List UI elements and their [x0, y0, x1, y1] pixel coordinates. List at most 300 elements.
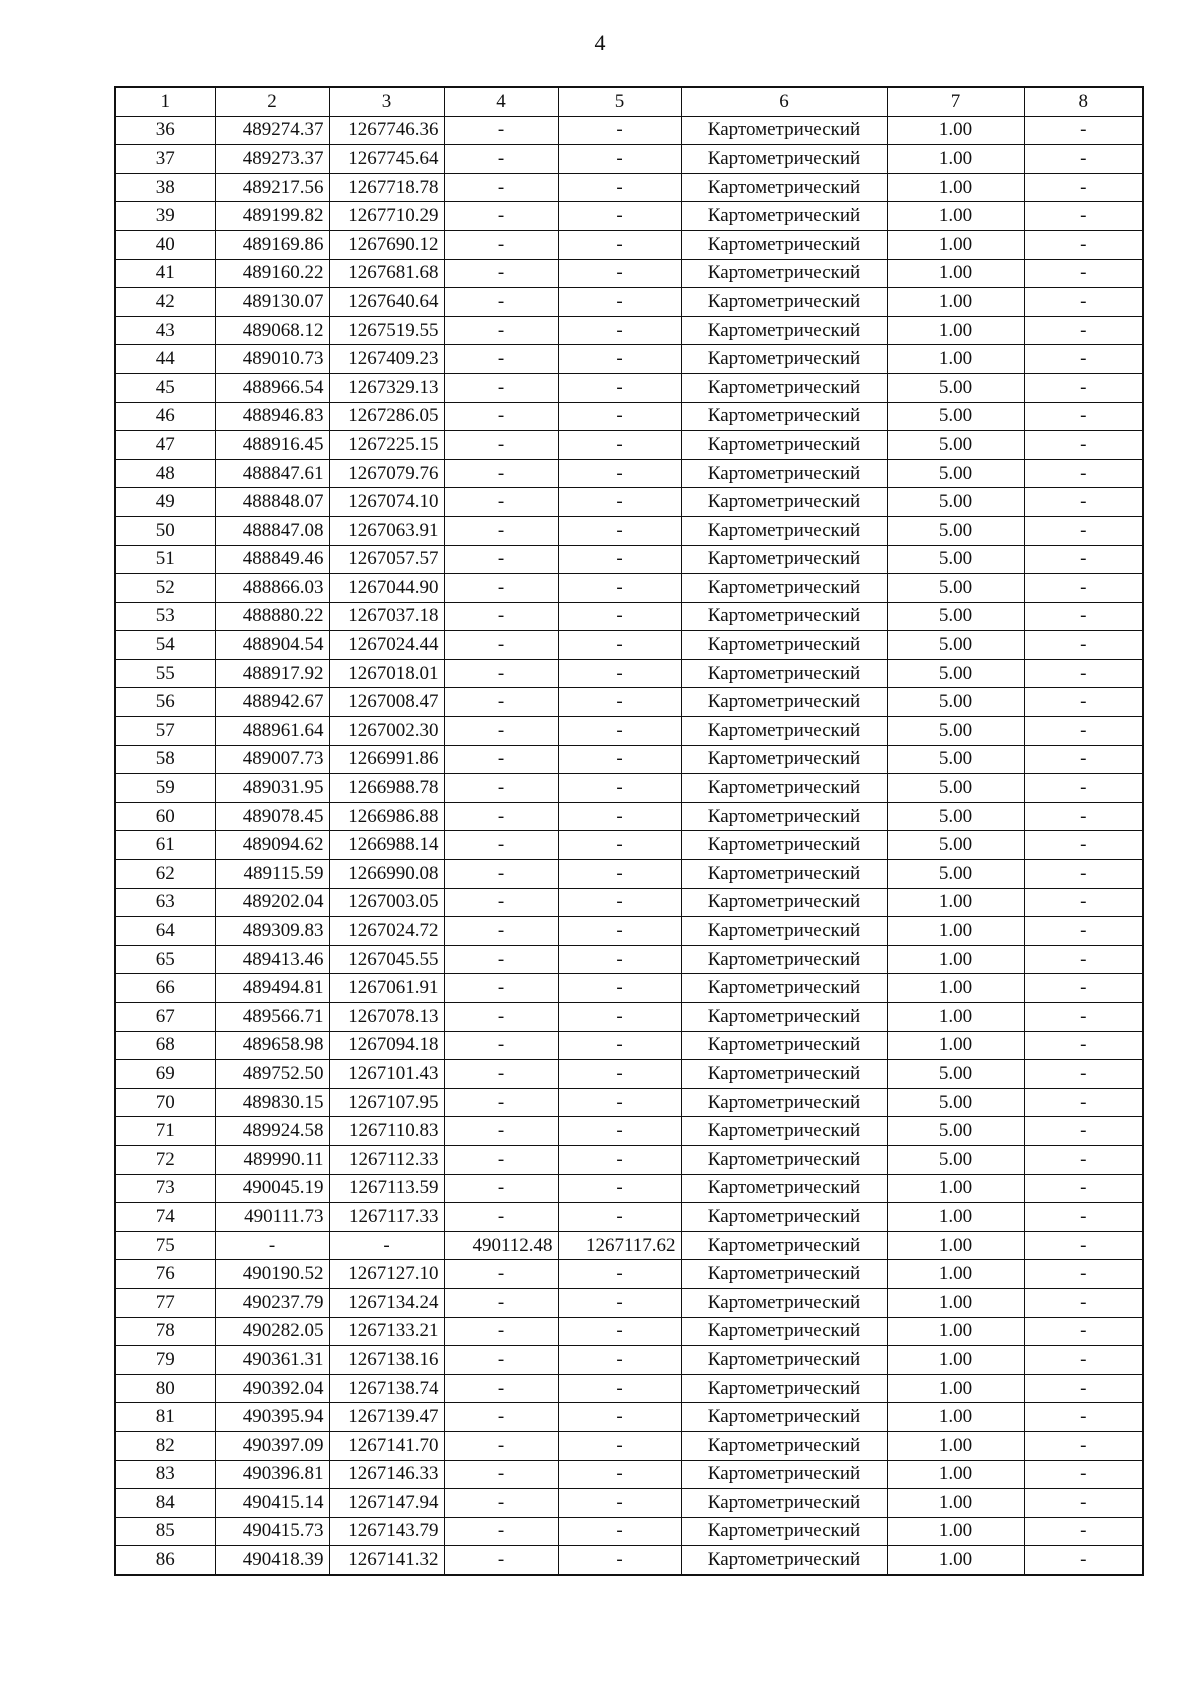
x-coordinate-cell: 490415.14 [215, 1489, 329, 1518]
point-number-cell: 84 [115, 1489, 215, 1518]
new-y-coordinate-cell: - [558, 1317, 681, 1346]
new-y-coordinate-cell: - [558, 974, 681, 1003]
x-coordinate-cell: 488880.22 [215, 602, 329, 631]
accuracy-cell: 5.00 [887, 860, 1024, 889]
new-x-coordinate-cell: - [444, 1117, 558, 1146]
accuracy-cell: 5.00 [887, 831, 1024, 860]
table-row [115, 173, 1143, 202]
note-cell: - [1024, 202, 1143, 231]
new-y-coordinate-cell: - [558, 459, 681, 488]
new-x-coordinate-cell: - [444, 574, 558, 603]
new-x-coordinate-cell: - [444, 488, 558, 517]
method-cell: Картометрический [681, 1145, 887, 1174]
table-row [115, 831, 1143, 860]
table-row [115, 545, 1143, 574]
new-x-coordinate-cell: - [444, 173, 558, 202]
point-number-cell: 53 [115, 602, 215, 631]
y-coordinate-cell: 1266988.78 [329, 774, 444, 803]
y-coordinate-cell: 1267074.10 [329, 488, 444, 517]
y-coordinate-cell: 1267139.47 [329, 1403, 444, 1432]
new-y-coordinate-cell: - [558, 373, 681, 402]
new-x-coordinate-cell: - [444, 459, 558, 488]
table-row [115, 1546, 1143, 1575]
x-coordinate-cell: 489990.11 [215, 1145, 329, 1174]
method-cell: Картометрический [681, 1031, 887, 1060]
table-row [115, 1489, 1143, 1518]
point-number-cell: 63 [115, 888, 215, 917]
point-number-cell: 56 [115, 688, 215, 717]
new-x-coordinate-cell: - [444, 917, 558, 946]
new-y-coordinate-cell: - [558, 202, 681, 231]
accuracy-cell: 5.00 [887, 1145, 1024, 1174]
new-y-coordinate-cell: - [558, 688, 681, 717]
point-number-cell: 52 [115, 574, 215, 603]
method-cell: Картометрический [681, 1260, 887, 1289]
new-x-coordinate-cell: - [444, 745, 558, 774]
note-cell: - [1024, 1088, 1143, 1117]
new-x-coordinate-cell: - [444, 402, 558, 431]
x-coordinate-cell: 490396.81 [215, 1460, 329, 1489]
accuracy-cell: 5.00 [887, 516, 1024, 545]
accuracy-cell: 5.00 [887, 431, 1024, 460]
y-coordinate-cell: 1266988.14 [329, 831, 444, 860]
table-row [115, 945, 1143, 974]
new-x-coordinate-cell: - [444, 545, 558, 574]
point-number-cell: 36 [115, 116, 215, 145]
table-row [115, 1260, 1143, 1289]
new-y-coordinate-cell: - [558, 145, 681, 174]
accuracy-cell: 1.00 [887, 1317, 1024, 1346]
accuracy-cell: 1.00 [887, 345, 1024, 374]
x-coordinate-cell: 488904.54 [215, 631, 329, 660]
method-cell: Картометрический [681, 516, 887, 545]
table-row [115, 1003, 1143, 1032]
y-coordinate-cell: 1267681.68 [329, 259, 444, 288]
accuracy-cell: 1.00 [887, 917, 1024, 946]
point-number-cell: 49 [115, 488, 215, 517]
new-x-coordinate-cell: - [444, 1174, 558, 1203]
note-cell: - [1024, 917, 1143, 946]
point-number-cell: 54 [115, 631, 215, 660]
point-number-cell: 82 [115, 1431, 215, 1460]
accuracy-cell: 1.00 [887, 1546, 1024, 1575]
method-cell: Картометрический [681, 488, 887, 517]
new-y-coordinate-cell: - [558, 774, 681, 803]
method-cell: Картометрический [681, 831, 887, 860]
x-coordinate-cell: 489115.59 [215, 860, 329, 889]
new-y-coordinate-cell: - [558, 1403, 681, 1432]
method-cell: Картометрический [681, 230, 887, 259]
y-coordinate-cell: 1267133.21 [329, 1317, 444, 1346]
note-cell: - [1024, 1431, 1143, 1460]
y-coordinate-cell: 1267117.33 [329, 1203, 444, 1232]
new-x-coordinate-cell: - [444, 373, 558, 402]
x-coordinate-cell: 489130.07 [215, 288, 329, 317]
table-row [115, 459, 1143, 488]
note-cell: - [1024, 1517, 1143, 1546]
table-row [115, 402, 1143, 431]
note-cell: - [1024, 774, 1143, 803]
note-cell: - [1024, 402, 1143, 431]
y-coordinate-cell: 1267024.72 [329, 917, 444, 946]
x-coordinate-cell: 489494.81 [215, 974, 329, 1003]
new-x-coordinate-cell: - [444, 631, 558, 660]
accuracy-cell: 1.00 [887, 173, 1024, 202]
point-number-cell: 57 [115, 717, 215, 746]
new-y-coordinate-cell: - [558, 945, 681, 974]
method-cell: Картометрический [681, 1117, 887, 1146]
new-x-coordinate-cell: - [444, 688, 558, 717]
point-number-cell: 65 [115, 945, 215, 974]
new-y-coordinate-cell: - [558, 516, 681, 545]
x-coordinate-cell: 490361.31 [215, 1346, 329, 1375]
y-coordinate-cell: 1267061.91 [329, 974, 444, 1003]
new-y-coordinate-cell: - [558, 1288, 681, 1317]
header-cell: 3 [329, 87, 444, 116]
method-cell: Картометрический [681, 974, 887, 1003]
new-x-coordinate-cell: - [444, 1403, 558, 1432]
method-cell: Картометрический [681, 402, 887, 431]
y-coordinate-cell: 1267003.05 [329, 888, 444, 917]
point-number-cell: 71 [115, 1117, 215, 1146]
accuracy-cell: 1.00 [887, 1003, 1024, 1032]
x-coordinate-cell: 489924.58 [215, 1117, 329, 1146]
note-cell: - [1024, 602, 1143, 631]
new-x-coordinate-cell: - [444, 516, 558, 545]
new-x-coordinate-cell: - [444, 145, 558, 174]
note-cell: - [1024, 230, 1143, 259]
accuracy-cell: 1.00 [887, 288, 1024, 317]
accuracy-cell: 1.00 [887, 945, 1024, 974]
table-row [115, 774, 1143, 803]
point-number-cell: 75 [115, 1231, 215, 1260]
new-x-coordinate-cell: - [444, 1317, 558, 1346]
note-cell: - [1024, 1060, 1143, 1089]
note-cell: - [1024, 1260, 1143, 1289]
accuracy-cell: 1.00 [887, 888, 1024, 917]
new-y-coordinate-cell: - [558, 1203, 681, 1232]
point-number-cell: 69 [115, 1060, 215, 1089]
x-coordinate-cell: 488961.64 [215, 717, 329, 746]
method-cell: Картометрический [681, 145, 887, 174]
table-row [115, 1203, 1143, 1232]
x-coordinate-cell: 488866.03 [215, 574, 329, 603]
accuracy-cell: 1.00 [887, 1288, 1024, 1317]
new-x-coordinate-cell: - [444, 345, 558, 374]
y-coordinate-cell: 1266990.08 [329, 860, 444, 889]
new-y-coordinate-cell: - [558, 1517, 681, 1546]
y-coordinate-cell: 1267409.23 [329, 345, 444, 374]
table-row [115, 1031, 1143, 1060]
table-row [115, 659, 1143, 688]
method-cell: Картометрический [681, 202, 887, 231]
new-y-coordinate-cell: - [558, 1460, 681, 1489]
table-body [115, 116, 1143, 1575]
new-x-coordinate-cell: - [444, 860, 558, 889]
table-row [115, 1346, 1143, 1375]
table-row [115, 688, 1143, 717]
y-coordinate-cell: 1267113.59 [329, 1174, 444, 1203]
point-number-cell: 51 [115, 545, 215, 574]
new-y-coordinate-cell: - [558, 1088, 681, 1117]
table-row [115, 1403, 1143, 1432]
method-cell: Картометрический [681, 717, 887, 746]
x-coordinate-cell: 489413.46 [215, 945, 329, 974]
method-cell: Картометрический [681, 259, 887, 288]
method-cell: Картометрический [681, 1517, 887, 1546]
table-row [115, 1145, 1143, 1174]
y-coordinate-cell: 1267745.64 [329, 145, 444, 174]
note-cell: - [1024, 974, 1143, 1003]
new-x-coordinate-cell: - [444, 1060, 558, 1089]
new-y-coordinate-cell: - [558, 888, 681, 917]
new-x-coordinate-cell: - [444, 974, 558, 1003]
method-cell: Картометрический [681, 917, 887, 946]
new-x-coordinate-cell: - [444, 1260, 558, 1289]
new-x-coordinate-cell: - [444, 1003, 558, 1032]
point-number-cell: 85 [115, 1517, 215, 1546]
table-row [115, 1174, 1143, 1203]
header-cell: 6 [681, 87, 887, 116]
accuracy-cell: 5.00 [887, 717, 1024, 746]
new-x-coordinate-cell: - [444, 116, 558, 145]
y-coordinate-cell: 1267286.05 [329, 402, 444, 431]
new-x-coordinate-cell: - [444, 230, 558, 259]
accuracy-cell: 1.00 [887, 1460, 1024, 1489]
new-y-coordinate-cell: - [558, 631, 681, 660]
y-coordinate-cell: 1267127.10 [329, 1260, 444, 1289]
accuracy-cell: 1.00 [887, 1431, 1024, 1460]
method-cell: Картометрический [681, 774, 887, 803]
x-coordinate-cell: 488917.92 [215, 659, 329, 688]
method-cell: Картометрический [681, 316, 887, 345]
y-coordinate-cell: 1267078.13 [329, 1003, 444, 1032]
method-cell: Картометрический [681, 1060, 887, 1089]
method-cell: Картометрический [681, 888, 887, 917]
x-coordinate-cell: 490415.73 [215, 1517, 329, 1546]
y-coordinate-cell: 1267225.15 [329, 431, 444, 460]
point-number-cell: 73 [115, 1174, 215, 1203]
note-cell: - [1024, 1546, 1143, 1575]
coordinates-table [114, 86, 1144, 1576]
x-coordinate-cell: 489752.50 [215, 1060, 329, 1089]
accuracy-cell: 1.00 [887, 1203, 1024, 1232]
point-number-cell: 46 [115, 402, 215, 431]
new-y-coordinate-cell: - [558, 173, 681, 202]
method-cell: Картометрический [681, 1317, 887, 1346]
new-y-coordinate-cell: - [558, 802, 681, 831]
new-y-coordinate-cell: - [558, 574, 681, 603]
note-cell: - [1024, 1174, 1143, 1203]
new-y-coordinate-cell: - [558, 545, 681, 574]
x-coordinate-cell: 490045.19 [215, 1174, 329, 1203]
new-y-coordinate-cell: - [558, 602, 681, 631]
new-x-coordinate-cell: - [444, 1145, 558, 1174]
x-coordinate-cell: 490418.39 [215, 1546, 329, 1575]
new-x-coordinate-cell: - [444, 945, 558, 974]
accuracy-cell: 1.00 [887, 316, 1024, 345]
accuracy-cell: 1.00 [887, 974, 1024, 1003]
new-x-coordinate-cell: - [444, 1088, 558, 1117]
x-coordinate-cell: 488848.07 [215, 488, 329, 517]
point-number-cell: 38 [115, 173, 215, 202]
note-cell: - [1024, 1145, 1143, 1174]
new-x-coordinate-cell: - [444, 288, 558, 317]
x-coordinate-cell: 489078.45 [215, 802, 329, 831]
note-cell: - [1024, 688, 1143, 717]
y-coordinate-cell: - [329, 1231, 444, 1260]
x-coordinate-cell: - [215, 1231, 329, 1260]
y-coordinate-cell: 1267079.76 [329, 459, 444, 488]
table-row [115, 1317, 1143, 1346]
note-cell: - [1024, 860, 1143, 889]
new-x-coordinate-cell: - [444, 888, 558, 917]
new-y-coordinate-cell: - [558, 230, 681, 259]
x-coordinate-cell: 490237.79 [215, 1288, 329, 1317]
note-cell: - [1024, 288, 1143, 317]
new-y-coordinate-cell: - [558, 1145, 681, 1174]
method-cell: Картометрический [681, 116, 887, 145]
table-row [115, 373, 1143, 402]
note-cell: - [1024, 945, 1143, 974]
new-y-coordinate-cell: - [558, 1060, 681, 1089]
point-number-cell: 39 [115, 202, 215, 231]
method-cell: Картометрический [681, 373, 887, 402]
point-number-cell: 74 [115, 1203, 215, 1232]
method-cell: Картометрический [681, 1460, 887, 1489]
method-cell: Картометрический [681, 1489, 887, 1518]
point-number-cell: 72 [115, 1145, 215, 1174]
method-cell: Картометрический [681, 1203, 887, 1232]
x-coordinate-cell: 489273.37 [215, 145, 329, 174]
x-coordinate-cell: 489199.82 [215, 202, 329, 231]
x-coordinate-cell: 488916.45 [215, 431, 329, 460]
accuracy-cell: 1.00 [887, 1403, 1024, 1432]
note-cell: - [1024, 259, 1143, 288]
y-coordinate-cell: 1267746.36 [329, 116, 444, 145]
accuracy-cell: 5.00 [887, 373, 1024, 402]
new-x-coordinate-cell: - [444, 1517, 558, 1546]
y-coordinate-cell: 1267147.94 [329, 1489, 444, 1518]
method-cell: Картометрический [681, 288, 887, 317]
y-coordinate-cell: 1267141.70 [329, 1431, 444, 1460]
x-coordinate-cell: 489169.86 [215, 230, 329, 259]
method-cell: Картометрический [681, 802, 887, 831]
y-coordinate-cell: 1267640.64 [329, 288, 444, 317]
new-y-coordinate-cell: - [558, 745, 681, 774]
y-coordinate-cell: 1267146.33 [329, 1460, 444, 1489]
x-coordinate-cell: 489309.83 [215, 917, 329, 946]
table-row [115, 145, 1143, 174]
x-coordinate-cell: 490395.94 [215, 1403, 329, 1432]
table-row [115, 802, 1143, 831]
table-row [115, 316, 1143, 345]
y-coordinate-cell: 1266986.88 [329, 802, 444, 831]
y-coordinate-cell: 1267138.16 [329, 1346, 444, 1375]
table-row [115, 1460, 1143, 1489]
accuracy-cell: 5.00 [887, 1060, 1024, 1089]
new-x-coordinate-cell: - [444, 1431, 558, 1460]
method-cell: Картометрический [681, 1346, 887, 1375]
new-y-coordinate-cell: - [558, 659, 681, 688]
new-x-coordinate-cell: - [444, 602, 558, 631]
accuracy-cell: 1.00 [887, 145, 1024, 174]
accuracy-cell: 5.00 [887, 459, 1024, 488]
table-row [115, 230, 1143, 259]
header-cell: 4 [444, 87, 558, 116]
accuracy-cell: 5.00 [887, 1088, 1024, 1117]
method-cell: Картометрический [681, 1374, 887, 1403]
header-cell: 1 [115, 87, 215, 116]
x-coordinate-cell: 489566.71 [215, 1003, 329, 1032]
point-number-cell: 62 [115, 860, 215, 889]
y-coordinate-cell: 1267690.12 [329, 230, 444, 259]
table-row [115, 431, 1143, 460]
new-y-coordinate-cell: - [558, 288, 681, 317]
method-cell: Картометрический [681, 631, 887, 660]
new-y-coordinate-cell: - [558, 1346, 681, 1375]
point-number-cell: 44 [115, 345, 215, 374]
method-cell: Картометрический [681, 659, 887, 688]
note-cell: - [1024, 717, 1143, 746]
point-number-cell: 55 [115, 659, 215, 688]
note-cell: - [1024, 545, 1143, 574]
accuracy-cell: 5.00 [887, 688, 1024, 717]
note-cell: - [1024, 316, 1143, 345]
new-y-coordinate-cell: - [558, 1374, 681, 1403]
new-y-coordinate-cell: - [558, 488, 681, 517]
y-coordinate-cell: 1267037.18 [329, 602, 444, 631]
point-number-cell: 83 [115, 1460, 215, 1489]
note-cell: - [1024, 1374, 1143, 1403]
note-cell: - [1024, 1346, 1143, 1375]
table-row [115, 202, 1143, 231]
y-coordinate-cell: 1267008.47 [329, 688, 444, 717]
point-number-cell: 43 [115, 316, 215, 345]
accuracy-cell: 5.00 [887, 774, 1024, 803]
table-row [115, 745, 1143, 774]
table-row [115, 1374, 1143, 1403]
method-cell: Картометрический [681, 1231, 887, 1260]
table-row [115, 516, 1143, 545]
y-coordinate-cell: 1267101.43 [329, 1060, 444, 1089]
method-cell: Картометрический [681, 945, 887, 974]
x-coordinate-cell: 488847.61 [215, 459, 329, 488]
new-y-coordinate-cell: - [558, 402, 681, 431]
point-number-cell: 45 [115, 373, 215, 402]
new-x-coordinate-cell: - [444, 1374, 558, 1403]
note-cell: - [1024, 888, 1143, 917]
new-x-coordinate-cell: - [444, 1546, 558, 1575]
note-cell: - [1024, 145, 1143, 174]
header-cell: 5 [558, 87, 681, 116]
y-coordinate-cell: 1267002.30 [329, 717, 444, 746]
point-number-cell: 79 [115, 1346, 215, 1375]
new-y-coordinate-cell: - [558, 831, 681, 860]
note-cell: - [1024, 1460, 1143, 1489]
x-coordinate-cell: 489274.37 [215, 116, 329, 145]
point-number-cell: 86 [115, 1546, 215, 1575]
new-x-coordinate-cell: - [444, 259, 558, 288]
new-x-coordinate-cell: - [444, 202, 558, 231]
table-row [115, 488, 1143, 517]
x-coordinate-cell: 489217.56 [215, 173, 329, 202]
accuracy-cell: 1.00 [887, 1260, 1024, 1289]
table-row [115, 602, 1143, 631]
y-coordinate-cell: 1267143.79 [329, 1517, 444, 1546]
new-x-coordinate-cell: - [444, 1288, 558, 1317]
y-coordinate-cell: 1267134.24 [329, 1288, 444, 1317]
